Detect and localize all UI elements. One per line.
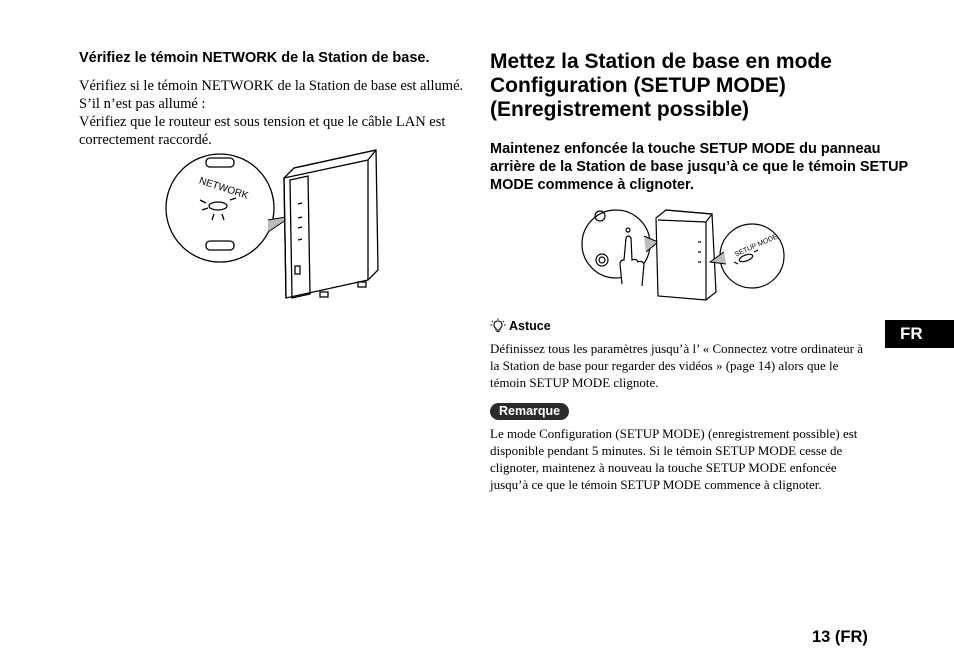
left-paragraph-1: Vérifiez si le témoin NETWORK de la Station de base est allumé. S’il n’est pas allumé : xyxy=(79,78,464,112)
network-lamp-illustration xyxy=(160,148,390,308)
lightbulb-icon xyxy=(490,318,506,334)
instruction-text: Maintenez enfoncée la touche SETUP MODE du panneau arrière de la Station de base jusqu’à ce que le témoin SETUP MODE commence à clignoter. xyxy=(490,141,908,193)
left-paragraph-2: Vérifiez que le routeur est sous tension et que le câble LAN est correctement raccordé. xyxy=(79,114,446,148)
zoom-circle xyxy=(166,154,274,262)
tip-title-text: Astuce xyxy=(509,319,551,333)
setup-mode-illustration xyxy=(578,202,788,306)
setup-mode-label: SETUP MODE xyxy=(733,233,779,259)
note-text: Le mode Configuration (SETUP MODE) (enregistrement possible) est disponible pendant 5 minutes. Si le témoin SETUP MODE cesse de clignoter, maintenez à nouveau la touche SETUP MODE enfoncée jusqu’à ce que le témoin SETUP MODE commence à clignoter. xyxy=(490,426,858,492)
network-label: NETWORK xyxy=(197,175,250,202)
left-section-heading: Vérifiez le témoin NETWORK de la Station de base. xyxy=(79,50,430,66)
left-section-body xyxy=(79,77,474,149)
note-badge: Remarque xyxy=(490,403,569,420)
tip-title xyxy=(490,318,551,334)
main-heading: Mettez la Station de base en mode Configuration (SETUP MODE) (Enregistrement possible) xyxy=(490,50,832,121)
language-tab: FR xyxy=(885,320,954,348)
tip-text: Définissez tous les paramètres jusqu’à l’ « Connectez votre ordinateur à la Station de base pour regarder des vidéos » (page 14) alors que le témoin SETUP MODE clignote. xyxy=(490,341,864,390)
page-number: 13 (FR) xyxy=(812,628,868,646)
